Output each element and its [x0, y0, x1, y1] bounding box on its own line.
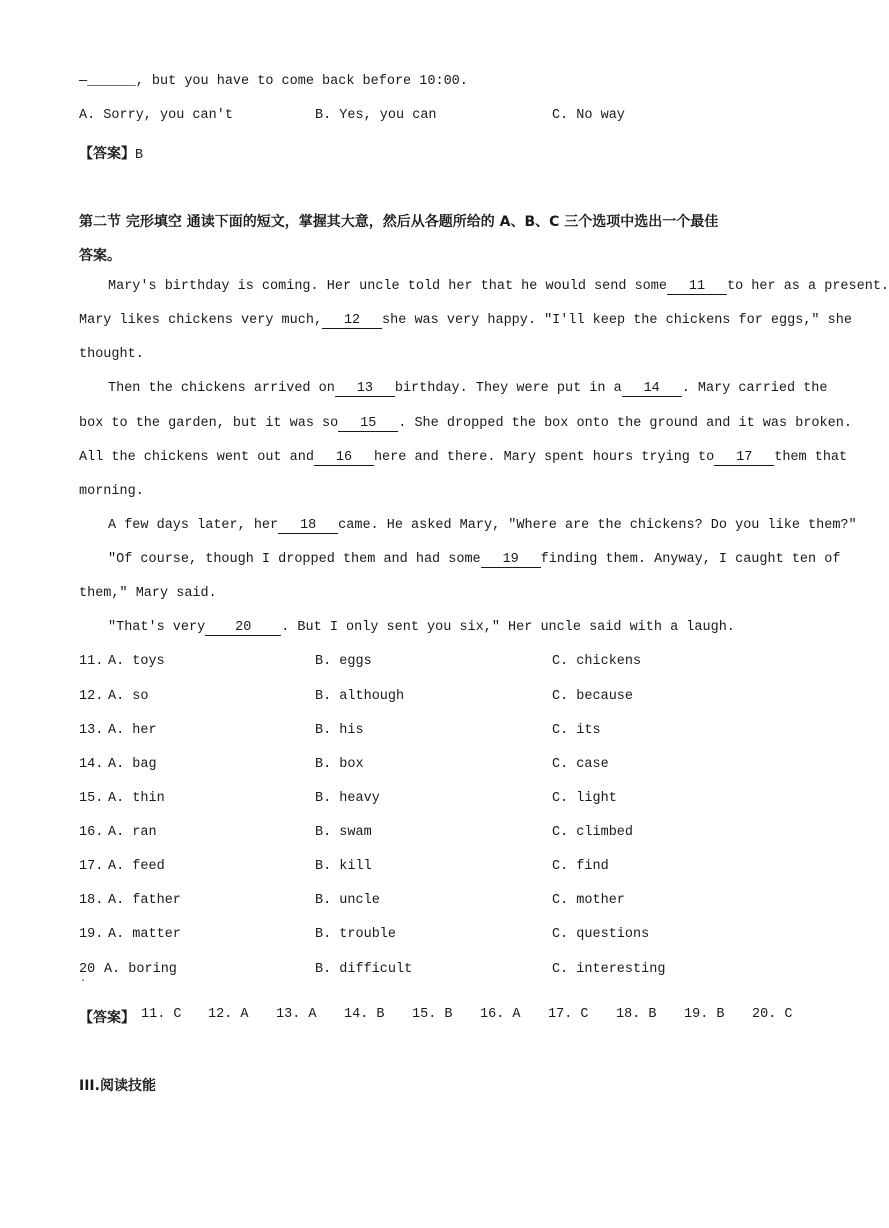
- option-b[interactable]: B. swam: [315, 825, 372, 840]
- prev-option-b: B. Yes, you can: [315, 108, 437, 123]
- option-c[interactable]: C. interesting: [552, 962, 666, 977]
- option-b[interactable]: B. difficult: [315, 962, 413, 977]
- blank-20[interactable]: 20: [205, 621, 281, 636]
- question-number: 19.: [79, 927, 104, 942]
- option-b[interactable]: B. kill: [315, 859, 372, 874]
- prev-answer: 【答案】B: [79, 146, 144, 163]
- option-b[interactable]: B. heavy: [315, 791, 380, 806]
- passage-line: A few days later, her 18 came. He asked Mary, "Where are the chickens? Do you like them?": [108, 518, 857, 533]
- question-number: 18.: [79, 893, 104, 908]
- answer-item: 11. C: [141, 1007, 182, 1022]
- passage-line: Mary likes chickens very much, 12 she was very happy. "I'll keep the chickens for eggs," she: [79, 313, 852, 328]
- passage-line: Then the chickens arrived on 13 birthday. They were put in a 14 . Mary carried the: [108, 381, 828, 396]
- passage-line: them," Mary said.: [79, 586, 217, 601]
- passage-line: thought.: [79, 347, 144, 362]
- section2-heading-cont: 答案。: [79, 248, 121, 264]
- passage-line: "Of course, though I dropped them and had some 19 finding them. Anyway, I caught ten of: [108, 552, 841, 567]
- option-b[interactable]: B. eggs: [315, 654, 372, 669]
- question-number: 12.: [79, 689, 104, 704]
- answer-item: 13. A: [276, 1007, 317, 1022]
- question-number: 11.: [79, 654, 104, 669]
- answer-item: 15. B: [412, 1007, 453, 1022]
- answer-item: 19. B: [684, 1007, 725, 1022]
- option-c[interactable]: C. climbed: [552, 825, 634, 840]
- option-a[interactable]: A. bag: [108, 757, 157, 772]
- option-c[interactable]: C. find: [552, 859, 609, 874]
- prev-option-a: A. Sorry, you can't: [79, 108, 233, 123]
- answer-item: 12. A: [208, 1007, 249, 1022]
- option-b[interactable]: B. trouble: [315, 927, 397, 942]
- prev-question-stem: —______, but you have to come back before 10:00.: [79, 74, 468, 89]
- option-a[interactable]: A. feed: [108, 859, 165, 874]
- option-a[interactable]: A. boring: [104, 962, 177, 977]
- question-number: 16.: [79, 825, 104, 840]
- option-c[interactable]: C. because: [552, 689, 634, 704]
- option-a[interactable]: A. father: [108, 893, 181, 908]
- option-c[interactable]: C. chickens: [552, 654, 642, 669]
- question-number: 17.: [79, 859, 104, 874]
- option-c[interactable]: C. case: [552, 757, 609, 772]
- blank-11[interactable]: 11: [667, 280, 727, 295]
- option-a[interactable]: A. so: [108, 689, 149, 704]
- question-number: 14.: [79, 757, 104, 772]
- option-b[interactable]: B. his: [315, 723, 364, 738]
- option-b[interactable]: B. although: [315, 689, 405, 704]
- blank-12[interactable]: 12: [322, 314, 382, 329]
- answer-item: 16. A: [480, 1007, 521, 1022]
- question-number: 15.: [79, 791, 104, 806]
- option-c[interactable]: C. mother: [552, 893, 625, 908]
- option-a[interactable]: A. her: [108, 723, 157, 738]
- answer-row: 【答案】: [79, 1010, 135, 1026]
- blank-19[interactable]: 19: [481, 553, 541, 568]
- blank-14[interactable]: 14: [622, 382, 682, 397]
- question-number: 20: [79, 962, 96, 977]
- section3-heading: III.阅读技能: [79, 1078, 156, 1094]
- option-a[interactable]: A. thin: [108, 791, 165, 806]
- blank-16[interactable]: 16: [314, 451, 374, 466]
- passage-line: "That's very 20 . But I only sent you six," Her uncle said with a laugh.: [108, 620, 735, 635]
- option-a[interactable]: A. ran: [108, 825, 157, 840]
- option-b[interactable]: B. box: [315, 757, 364, 772]
- option-c[interactable]: C. questions: [552, 927, 650, 942]
- prev-option-c: C. No way: [552, 108, 625, 123]
- option-b[interactable]: B. uncle: [315, 893, 380, 908]
- option-a[interactable]: A. toys: [108, 654, 165, 669]
- option-c[interactable]: C. its: [552, 723, 601, 738]
- answer-item: 18. B: [616, 1007, 657, 1022]
- blank-13[interactable]: 13: [335, 382, 395, 397]
- blank-17[interactable]: 17: [714, 451, 774, 466]
- option-c[interactable]: C. light: [552, 791, 617, 806]
- answer-item: 17. C: [548, 1007, 589, 1022]
- answer-item: 20. C: [752, 1007, 793, 1022]
- answer-item: 14. B: [344, 1007, 385, 1022]
- blank-18[interactable]: 18: [278, 519, 338, 534]
- passage-line: morning.: [79, 484, 144, 499]
- passage-line: All the chickens went out and 16 here and there. Mary spent hours trying to 17 them that: [79, 450, 848, 465]
- blank-15[interactable]: 15: [338, 417, 398, 432]
- option-a[interactable]: A. matter: [108, 927, 181, 942]
- dot-mark: ·: [80, 976, 87, 987]
- passage-line: box to the garden, but it was so 15 . She dropped the box onto the ground and it was broken.: [79, 416, 852, 431]
- question-number: 13.: [79, 723, 104, 738]
- passage-line: Mary's birthday is coming. Her uncle told her that he would send some 11 to her as a present.: [108, 279, 889, 294]
- section2-heading: 第二节 完形填空 通读下面的短文，掌握其大意，然后从各题所给的 A、B、C 三个选项中选出一个最佳: [79, 214, 719, 230]
